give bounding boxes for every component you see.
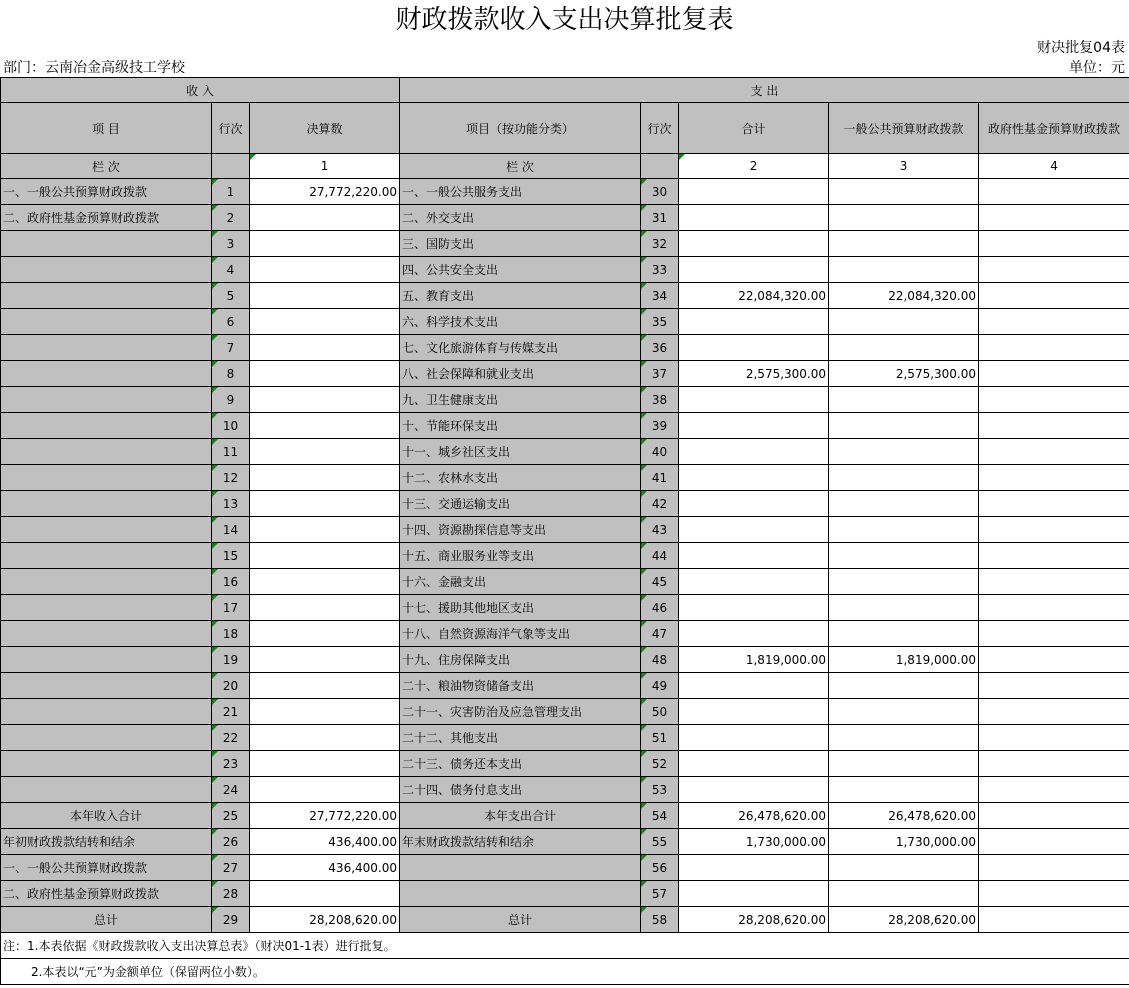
income-item-cell [1, 257, 212, 283]
income-row-no-cell: 24 [212, 777, 250, 803]
item-by-function-header: 项目（按功能分类） [400, 103, 641, 154]
income-row-no-cell: 21 [212, 699, 250, 725]
expense-item-cell: 年末财政拨款结转和结余 [400, 829, 641, 855]
income-item-cell [1, 283, 212, 309]
expense-row-no-cell: 45 [641, 569, 679, 595]
income-amount-cell [250, 725, 400, 751]
general-budget-cell [829, 231, 979, 257]
note-text: 注：1.本表依据《财政拨款收入支出决算总表》（财决01-1表）进行批复。 [1, 933, 1129, 959]
general-budget-cell: 22,084,320.00 [829, 283, 979, 309]
expense-row-no-cell: 38 [641, 387, 679, 413]
income-item-cell [1, 465, 212, 491]
col-blank-2 [641, 154, 679, 179]
gov-fund-cell [979, 751, 1129, 777]
general-budget-cell [829, 439, 979, 465]
general-budget-cell [829, 751, 979, 777]
gov-fund-cell [979, 595, 1129, 621]
final-amount-header: 决算数 [250, 103, 400, 154]
income-row-no-cell: 2 [212, 205, 250, 231]
expense-item-cell: 七、文化旅游体育与传媒支出 [400, 335, 641, 361]
general-budget-cell [829, 517, 979, 543]
table-row [1, 647, 1129, 673]
expense-total-cell [679, 855, 829, 881]
expense-total-cell [679, 777, 829, 803]
income-item-cell [1, 751, 212, 777]
expense-row-no-cell: 32 [641, 231, 679, 257]
expense-item-cell: 六、科学技术支出 [400, 309, 641, 335]
income-amount-cell [250, 205, 400, 231]
note-row [1, 959, 1129, 985]
expense-total-cell [679, 179, 829, 205]
expense-row-no-cell: 54 [641, 803, 679, 829]
income-row-no-cell: 10 [212, 413, 250, 439]
gov-fund-cell [979, 621, 1129, 647]
income-amount-cell [250, 309, 400, 335]
income-item-cell [1, 231, 212, 257]
income-amount-cell [250, 283, 400, 309]
gov-fund-cell [979, 829, 1129, 855]
general-budget-cell [829, 543, 979, 569]
gov-fund-cell [979, 725, 1129, 751]
row-no-header: 行次 [212, 103, 250, 154]
gov-fund-cell [979, 647, 1129, 673]
expense-total-cell [679, 621, 829, 647]
expense-item-cell: 十七、援助其他地区支出 [400, 595, 641, 621]
income-item-cell: 一、一般公共预算财政拨款 [1, 179, 212, 205]
income-row-no-cell: 23 [212, 751, 250, 777]
general-budget-cell [829, 413, 979, 439]
income-item-cell [1, 543, 212, 569]
expense-row-no-cell: 50 [641, 699, 679, 725]
table-row [1, 283, 1129, 309]
income-amount-cell [250, 647, 400, 673]
general-budget-cell [829, 777, 979, 803]
col-number-1: 1 [250, 154, 400, 179]
income-row-no-cell: 14 [212, 517, 250, 543]
gov-fund-cell [979, 231, 1129, 257]
general-budget-cell [829, 491, 979, 517]
expense-total-cell [679, 205, 829, 231]
expense-row-no-cell: 33 [641, 257, 679, 283]
income-amount-cell [250, 257, 400, 283]
table-row [1, 725, 1129, 751]
expense-total-cell [679, 413, 829, 439]
page-title: 财政拨款收入支出决算批复表 [395, 5, 734, 35]
table-row [1, 179, 1129, 205]
table-row [1, 621, 1129, 647]
income-row-no-cell: 4 [212, 257, 250, 283]
gov-fund-header: 政府性基金预算财政拨款 [979, 103, 1129, 154]
income-amount-cell: 436,400.00 [250, 855, 400, 881]
general-budget-cell [829, 335, 979, 361]
table-row [1, 829, 1129, 855]
expense-total-cell: 1,730,000.00 [679, 829, 829, 855]
expense-row-no-cell: 42 [641, 491, 679, 517]
expense-item-cell: 四、公共安全支出 [400, 257, 641, 283]
col-number-4: 4 [979, 154, 1129, 179]
expense-total-cell: 22,084,320.00 [679, 283, 829, 309]
general-budget-cell: 28,208,620.00 [829, 907, 979, 933]
income-amount-cell [250, 361, 400, 387]
general-budget-cell: 1,819,000.00 [829, 647, 979, 673]
general-budget-cell [829, 205, 979, 231]
table-row [1, 309, 1129, 335]
gov-fund-cell [979, 335, 1129, 361]
income-row-no-cell: 5 [212, 283, 250, 309]
income-item-cell [1, 413, 212, 439]
expense-item-cell: 十六、金融支出 [400, 569, 641, 595]
income-amount-cell [250, 751, 400, 777]
general-budget-cell [829, 621, 979, 647]
expense-total-cell [679, 543, 829, 569]
income-item-cell: 年初财政拨款结转和结余 [1, 829, 212, 855]
income-item-cell: 二、政府性基金预算财政拨款 [1, 205, 212, 231]
expense-item-cell: 总计 [400, 907, 641, 933]
table-row [1, 439, 1129, 465]
expense-item-cell: 十一、城乡社区支出 [400, 439, 641, 465]
income-row-no-cell: 11 [212, 439, 250, 465]
expense-row-no-cell: 51 [641, 725, 679, 751]
income-row-no-cell: 19 [212, 647, 250, 673]
expense-item-cell: 十四、资源勘探信息等支出 [400, 517, 641, 543]
income-row-no-cell: 18 [212, 621, 250, 647]
expense-item-cell: 二十四、债务付息支出 [400, 777, 641, 803]
table-row [1, 803, 1129, 829]
expense-total-cell [679, 439, 829, 465]
income-amount-cell: 436,400.00 [250, 829, 400, 855]
expense-item-cell: 一、一般公共服务支出 [400, 179, 641, 205]
general-budget-cell [829, 179, 979, 205]
table-row [1, 543, 1129, 569]
expense-total-cell [679, 881, 829, 907]
gov-fund-cell [979, 179, 1129, 205]
expense-item-cell: 二十一、灾害防治及应急管理支出 [400, 699, 641, 725]
income-row-no-cell: 17 [212, 595, 250, 621]
income-row-no-cell: 29 [212, 907, 250, 933]
item-header: 项 目 [1, 103, 212, 154]
income-item-cell [1, 569, 212, 595]
table-row [1, 335, 1129, 361]
expense-item-cell: 十三、交通运输支出 [400, 491, 641, 517]
expense-item-cell: 二十三、债务还本支出 [400, 751, 641, 777]
gov-fund-cell [979, 413, 1129, 439]
gov-fund-cell [979, 361, 1129, 387]
expense-header: 支 出 [400, 78, 1129, 103]
gov-fund-cell [979, 517, 1129, 543]
form-code: 财决批复04表 [1037, 40, 1125, 56]
income-amount-cell [250, 517, 400, 543]
expense-total-cell [679, 491, 829, 517]
income-item-cell [1, 361, 212, 387]
income-amount-cell [250, 543, 400, 569]
income-amount-cell [250, 335, 400, 361]
expense-total-cell [679, 673, 829, 699]
gov-fund-cell [979, 777, 1129, 803]
income-item-cell [1, 491, 212, 517]
expense-row-no-cell: 47 [641, 621, 679, 647]
expense-item-cell: 十二、农林水支出 [400, 465, 641, 491]
expense-total-cell [679, 569, 829, 595]
expense-row-no-cell: 40 [641, 439, 679, 465]
income-item-cell [1, 309, 212, 335]
table-row [1, 569, 1129, 595]
expense-item-cell: 八、社会保障和就业支出 [400, 361, 641, 387]
table-row [1, 751, 1129, 777]
expense-total-cell [679, 387, 829, 413]
expense-total-cell [679, 257, 829, 283]
budget-table [0, 77, 1129, 985]
expense-row-no-cell: 30 [641, 179, 679, 205]
income-amount-cell [250, 439, 400, 465]
income-row-no-cell: 15 [212, 543, 250, 569]
gov-fund-cell [979, 855, 1129, 881]
gov-fund-cell [979, 699, 1129, 725]
expense-total-cell [679, 751, 829, 777]
expense-total-cell [679, 699, 829, 725]
income-item-cell [1, 595, 212, 621]
expense-item-cell: 十五、商业服务业等支出 [400, 543, 641, 569]
gov-fund-cell [979, 881, 1129, 907]
general-budget-cell: 26,478,620.00 [829, 803, 979, 829]
income-item-cell [1, 439, 212, 465]
expense-row-no-cell: 31 [641, 205, 679, 231]
expense-total-cell [679, 595, 829, 621]
expense-total-cell [679, 231, 829, 257]
income-amount-cell [250, 699, 400, 725]
table-row [1, 855, 1129, 881]
income-row-no-cell: 9 [212, 387, 250, 413]
expense-item-cell [400, 855, 641, 881]
income-row-no-cell: 16 [212, 569, 250, 595]
expense-item-cell: 五、教育支出 [400, 283, 641, 309]
expense-row-no-cell: 37 [641, 361, 679, 387]
expense-item-cell: 三、国防支出 [400, 231, 641, 257]
general-budget-cell [829, 673, 979, 699]
expense-row-no-cell: 35 [641, 309, 679, 335]
income-amount-cell [250, 413, 400, 439]
income-amount-cell: 27,772,220.00 [250, 179, 400, 205]
income-item-cell: 总计 [1, 907, 212, 933]
department-label: 部门：云南冶金高级技工学校 [3, 60, 185, 76]
gov-fund-cell [979, 283, 1129, 309]
income-item-cell [1, 387, 212, 413]
income-amount-cell [250, 231, 400, 257]
income-amount-cell [250, 465, 400, 491]
expense-row-no-cell: 58 [641, 907, 679, 933]
gov-fund-cell [979, 491, 1129, 517]
expense-row-no-cell: 55 [641, 829, 679, 855]
income-row-no-cell: 20 [212, 673, 250, 699]
expense-row-no-cell: 56 [641, 855, 679, 881]
expense-total-cell [679, 465, 829, 491]
gov-fund-cell [979, 803, 1129, 829]
income-amount-cell [250, 621, 400, 647]
table-row [1, 673, 1129, 699]
income-amount-cell [250, 387, 400, 413]
income-item-cell [1, 517, 212, 543]
table-row [1, 517, 1129, 543]
table-row [1, 491, 1129, 517]
general-budget-cell [829, 855, 979, 881]
income-item-cell [1, 673, 212, 699]
expense-total-cell [679, 335, 829, 361]
expense-item-cell: 九、卫生健康支出 [400, 387, 641, 413]
expense-row-no-cell: 52 [641, 751, 679, 777]
income-amount-cell: 28,208,620.00 [250, 907, 400, 933]
expense-item-cell: 二十、粮油物资储备支出 [400, 673, 641, 699]
expense-item-cell: 二、外交支出 [400, 205, 641, 231]
general-budget-cell [829, 309, 979, 335]
expense-item-cell: 本年支出合计 [400, 803, 641, 829]
income-item-cell: 一、一般公共预算财政拨款 [1, 855, 212, 881]
expense-row-no-cell: 44 [641, 543, 679, 569]
col-label: 栏 次 [1, 154, 212, 179]
table-row [1, 465, 1129, 491]
general-budget-cell: 2,575,300.00 [829, 361, 979, 387]
income-item-cell [1, 647, 212, 673]
gov-fund-cell [979, 387, 1129, 413]
general-budget-cell [829, 569, 979, 595]
expense-item-cell [400, 881, 641, 907]
income-amount-cell [250, 881, 400, 907]
expense-item-cell: 十八、自然资源海洋气象等支出 [400, 621, 641, 647]
table-row [1, 231, 1129, 257]
note-text: 2.本表以“元”为金额单位（保留两位小数）。 [1, 959, 1129, 985]
gov-fund-cell [979, 543, 1129, 569]
income-row-no-cell: 25 [212, 803, 250, 829]
income-row-no-cell: 1 [212, 179, 250, 205]
table-row [1, 907, 1129, 933]
general-budget-cell [829, 725, 979, 751]
expense-row-no-cell: 39 [641, 413, 679, 439]
table-row [1, 205, 1129, 231]
income-row-no-cell: 26 [212, 829, 250, 855]
table-row [1, 387, 1129, 413]
gov-fund-cell [979, 907, 1129, 933]
income-row-no-cell: 27 [212, 855, 250, 881]
expense-total-cell: 2,575,300.00 [679, 361, 829, 387]
unit-label: 单位：元 [1069, 60, 1125, 76]
col-number-3: 3 [829, 154, 979, 179]
income-item-cell: 二、政府性基金预算财政拨款 [1, 881, 212, 907]
general-budget-cell [829, 595, 979, 621]
income-row-no-cell: 7 [212, 335, 250, 361]
table-row [1, 413, 1129, 439]
table-row [1, 257, 1129, 283]
general-budget-cell: 1,730,000.00 [829, 829, 979, 855]
income-amount-cell [250, 595, 400, 621]
col-blank [212, 154, 250, 179]
expense-total-cell [679, 725, 829, 751]
income-amount-cell [250, 491, 400, 517]
expense-row-no-cell: 49 [641, 673, 679, 699]
table-row [1, 361, 1129, 387]
expense-row-no-cell: 43 [641, 517, 679, 543]
general-budget-cell [829, 699, 979, 725]
col-number-2: 2 [679, 154, 829, 179]
expense-total-cell [679, 517, 829, 543]
gov-fund-cell [979, 465, 1129, 491]
general-budget-header: 一般公共预算财政拨款 [829, 103, 979, 154]
expense-total-cell: 28,208,620.00 [679, 907, 829, 933]
gov-fund-cell [979, 309, 1129, 335]
expense-row-no-cell: 53 [641, 777, 679, 803]
general-budget-cell [829, 881, 979, 907]
income-row-no-cell: 6 [212, 309, 250, 335]
income-item-cell [1, 621, 212, 647]
income-amount-cell [250, 777, 400, 803]
general-budget-cell [829, 257, 979, 283]
general-budget-cell [829, 387, 979, 413]
table-row [1, 699, 1129, 725]
expense-row-no-cell: 34 [641, 283, 679, 309]
general-budget-cell [829, 465, 979, 491]
col-label-2: 栏 次 [400, 154, 641, 179]
income-row-no-cell: 13 [212, 491, 250, 517]
income-row-no-cell: 22 [212, 725, 250, 751]
income-item-cell [1, 725, 212, 751]
income-item-cell [1, 335, 212, 361]
gov-fund-cell [979, 439, 1129, 465]
expense-item-cell: 十、节能环保支出 [400, 413, 641, 439]
gov-fund-cell [979, 205, 1129, 231]
total-header: 合计 [679, 103, 829, 154]
expense-total-cell: 26,478,620.00 [679, 803, 829, 829]
expense-row-no-cell: 57 [641, 881, 679, 907]
table-row [1, 881, 1129, 907]
row-no-header-2: 行次 [641, 103, 679, 154]
expense-row-no-cell: 48 [641, 647, 679, 673]
income-header: 收 入 [1, 78, 400, 103]
income-item-cell [1, 699, 212, 725]
income-amount-cell [250, 569, 400, 595]
table-row [1, 777, 1129, 803]
gov-fund-cell [979, 257, 1129, 283]
expense-row-no-cell: 46 [641, 595, 679, 621]
expense-total-cell [679, 309, 829, 335]
gov-fund-cell [979, 673, 1129, 699]
expense-item-cell: 二十二、其他支出 [400, 725, 641, 751]
income-item-cell [1, 777, 212, 803]
income-row-no-cell: 12 [212, 465, 250, 491]
expense-row-no-cell: 36 [641, 335, 679, 361]
income-item-cell: 本年收入合计 [1, 803, 212, 829]
expense-total-cell: 1,819,000.00 [679, 647, 829, 673]
note-row [1, 933, 1129, 959]
income-amount-cell: 27,772,220.00 [250, 803, 400, 829]
income-row-no-cell: 3 [212, 231, 250, 257]
table-row [1, 595, 1129, 621]
gov-fund-cell [979, 569, 1129, 595]
expense-row-no-cell: 41 [641, 465, 679, 491]
income-row-no-cell: 8 [212, 361, 250, 387]
income-amount-cell [250, 673, 400, 699]
expense-item-cell: 十九、住房保障支出 [400, 647, 641, 673]
income-row-no-cell: 28 [212, 881, 250, 907]
